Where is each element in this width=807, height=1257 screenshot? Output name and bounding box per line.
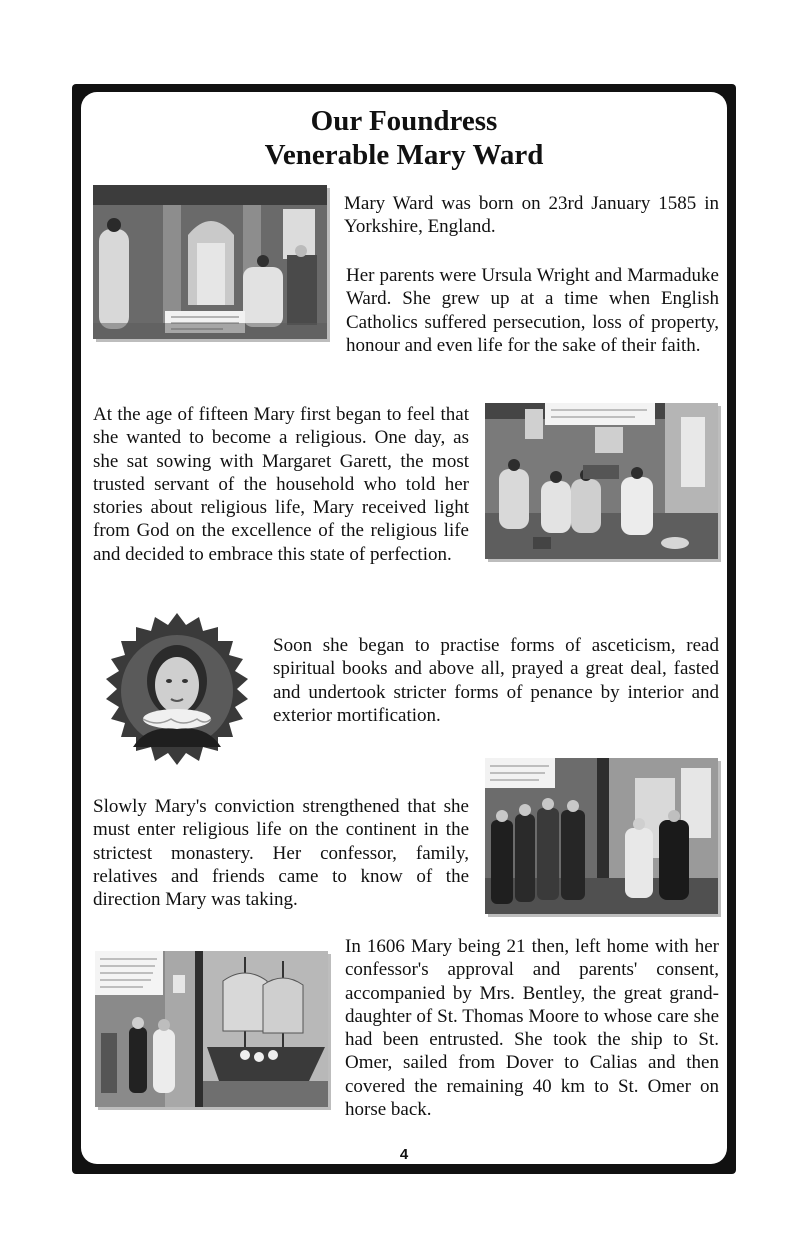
painting-birth-scene-icon	[93, 185, 327, 339]
paragraph-conviction: Slowly Mary's conviction strengthened that she must enter religious life on the continent in the strictest monastery. Her confessor, family, relatives and friends came to know of the direction Mary was taking.	[93, 796, 469, 911]
portrait-medallion-icon	[96, 613, 258, 769]
paragraph-birth: Mary Ward was born on 23rd January 1585 in Yorkshire, England.	[344, 193, 719, 238]
page-subtitle: Venerable Mary Ward	[264, 139, 544, 171]
paragraph-vocation: At the age of fifteen Mary first began to feel that she wanted to become a religious. One day, as she sat sowing with Margaret Garett, the most trusted servant of the household who told her stories about religious life, Mary received light from God on the excellence of the religious life and decided to embrace this state of perfection.	[93, 404, 469, 565]
page-title: Our Foundress	[310, 105, 498, 137]
painting-sewing-scene-icon	[485, 403, 718, 559]
paragraph-asceticism: Soon she began to practise forms of asceticism, read spiritual books and above all, prayed a great deal, fasted and undertook stricter forms of penance by interior and exterior mortification.	[273, 635, 719, 726]
painting-confessor-scene-icon	[485, 758, 718, 914]
painting-ship-departure-icon	[95, 951, 328, 1107]
paragraph-departure: In 1606 Mary being 21 then, left home with her confessor's approval and parents' consent, accompanied by Mrs. Bentley, the great grand-daughter of St. Thomas Moore to whose care she had been entrusted. She took the ship to St. Omer, sailed from Dover to Calias and then covered the remaining 40 km to St. Omer on horse back.	[345, 936, 719, 1121]
paragraph-parents: Her parents were Ursula Wright and Marmaduke Ward. She grew up at a time when English Catholics suffered persecution, loss of property, honour and even life for the sake of their faith.	[346, 265, 719, 356]
page-number: 4	[399, 1146, 409, 1163]
